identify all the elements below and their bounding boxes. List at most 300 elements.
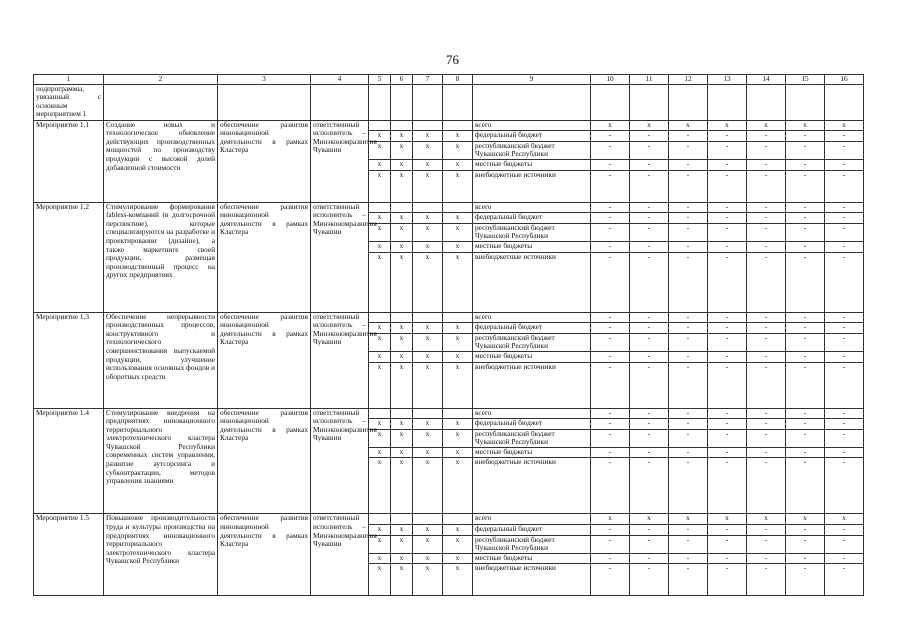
code-cell: x bbox=[369, 141, 391, 159]
year-value: - bbox=[708, 419, 747, 430]
year-value: - bbox=[786, 362, 825, 408]
year-value: - bbox=[669, 525, 708, 536]
code-cell: x bbox=[369, 351, 391, 362]
activity-responsible: ответственный исполнитель – Минэкономразвития Чувашии bbox=[311, 408, 369, 514]
year-value: - bbox=[591, 241, 630, 252]
year-value: - bbox=[630, 333, 669, 351]
year-value: - bbox=[747, 458, 786, 514]
code-cell: x bbox=[443, 458, 473, 514]
code-cell: x bbox=[413, 564, 443, 596]
code-cell: x bbox=[369, 458, 391, 514]
year-value: - bbox=[591, 312, 630, 323]
funding-source: федеральный бюджет bbox=[473, 323, 591, 334]
year-value: - bbox=[825, 362, 864, 408]
year-value: - bbox=[708, 131, 747, 142]
activity-description: Создание новых и технологическое обновление действующих производственных мощностей по производству продукции с высокой долей добавленной стоимости bbox=[104, 120, 218, 202]
page-number: 76 bbox=[446, 52, 459, 67]
year-value: - bbox=[591, 447, 630, 458]
year-value: - bbox=[591, 429, 630, 447]
code-cell: x bbox=[391, 170, 413, 202]
column-number: 7 bbox=[413, 75, 443, 85]
year-value: - bbox=[825, 564, 864, 596]
code-cell bbox=[443, 202, 473, 213]
code-cell: x bbox=[413, 241, 443, 252]
year-value: - bbox=[786, 447, 825, 458]
year-value: - bbox=[669, 447, 708, 458]
activity-label: Мероприятие 1.3 bbox=[34, 312, 104, 408]
code-cell: x bbox=[413, 141, 443, 159]
funding-source: всего bbox=[473, 120, 591, 131]
code-cell: x bbox=[443, 131, 473, 142]
year-value: - bbox=[630, 419, 669, 430]
year-value: - bbox=[747, 241, 786, 252]
year-value: - bbox=[786, 564, 825, 596]
code-cell: x bbox=[443, 351, 473, 362]
code-cell: x bbox=[391, 362, 413, 408]
code-cell: x bbox=[413, 419, 443, 430]
funding-source: республиканский бюджет Чувашской Республики bbox=[473, 223, 591, 241]
column-number: 5 bbox=[369, 75, 391, 85]
code-cell: x bbox=[443, 323, 473, 334]
code-cell: x bbox=[443, 223, 473, 241]
funding-source: республиканский бюджет Чувашской Республики bbox=[473, 429, 591, 447]
year-value: - bbox=[669, 223, 708, 241]
year-value: - bbox=[708, 241, 747, 252]
column-number: 4 bbox=[311, 75, 369, 85]
code-cell: x bbox=[369, 159, 391, 170]
code-cell: x bbox=[369, 213, 391, 224]
year-value: - bbox=[630, 223, 669, 241]
funding-row bbox=[34, 408, 864, 419]
column-number-row bbox=[34, 75, 864, 85]
year-value: - bbox=[591, 223, 630, 241]
column-number: 10 bbox=[591, 75, 630, 85]
year-value: - bbox=[825, 553, 864, 564]
activity-responsible: ответственный исполнитель – Минэкономразвития Чувашии bbox=[311, 514, 369, 596]
code-cell: x bbox=[413, 429, 443, 447]
year-value: - bbox=[786, 241, 825, 252]
year-value: - bbox=[747, 170, 786, 202]
year-value: x bbox=[708, 514, 747, 525]
column-number: 15 bbox=[786, 75, 825, 85]
funding-row bbox=[34, 312, 864, 323]
year-value: - bbox=[786, 525, 825, 536]
year-value: - bbox=[747, 553, 786, 564]
year-value: - bbox=[669, 408, 708, 419]
year-value: - bbox=[630, 170, 669, 202]
year-value: x bbox=[786, 120, 825, 131]
code-cell bbox=[391, 202, 413, 213]
column-number: 9 bbox=[473, 75, 591, 85]
year-value: - bbox=[669, 333, 708, 351]
year-value: x bbox=[630, 120, 669, 131]
year-value: - bbox=[669, 351, 708, 362]
code-cell bbox=[413, 120, 443, 131]
year-value: - bbox=[747, 408, 786, 419]
year-value: x bbox=[669, 120, 708, 131]
year-value: - bbox=[825, 141, 864, 159]
code-cell bbox=[391, 120, 413, 131]
code-cell: x bbox=[391, 141, 413, 159]
year-value: - bbox=[669, 131, 708, 142]
code-cell: x bbox=[443, 213, 473, 224]
column-number: 3 bbox=[218, 75, 311, 85]
year-value: - bbox=[825, 159, 864, 170]
year-value: - bbox=[669, 535, 708, 553]
year-value: - bbox=[825, 429, 864, 447]
code-cell bbox=[369, 408, 391, 419]
code-cell: x bbox=[443, 525, 473, 536]
year-value: - bbox=[708, 323, 747, 334]
year-value: - bbox=[591, 252, 630, 312]
funding-row bbox=[34, 514, 864, 525]
code-cell: x bbox=[369, 131, 391, 142]
year-value: - bbox=[786, 333, 825, 351]
year-value: - bbox=[747, 323, 786, 334]
activity-description: Стимулирование формирования fabless-компаний (в долгосрочной перспективе), которые специализируются на разработке и проектировании (дизайне), а также маркетинге своей продукции, размещая производственный процесс на других предприятиях bbox=[104, 202, 218, 312]
year-value: - bbox=[669, 429, 708, 447]
year-value: - bbox=[708, 429, 747, 447]
year-value: x bbox=[630, 514, 669, 525]
code-cell: x bbox=[369, 362, 391, 408]
year-value: - bbox=[747, 252, 786, 312]
column-number: 1 bbox=[34, 75, 104, 85]
column-number: 6 bbox=[391, 75, 413, 85]
code-cell bbox=[369, 312, 391, 323]
code-cell: x bbox=[391, 131, 413, 142]
year-value: - bbox=[591, 408, 630, 419]
year-value: - bbox=[786, 170, 825, 202]
year-value: - bbox=[825, 170, 864, 202]
year-value: x bbox=[747, 120, 786, 131]
code-cell: x bbox=[369, 252, 391, 312]
code-cell: x bbox=[391, 159, 413, 170]
year-value: x bbox=[747, 514, 786, 525]
code-cell: x bbox=[443, 333, 473, 351]
code-cell: x bbox=[391, 323, 413, 334]
column-number: 14 bbox=[747, 75, 786, 85]
year-value: - bbox=[708, 312, 747, 323]
year-value: - bbox=[630, 447, 669, 458]
funding-source: всего bbox=[473, 202, 591, 213]
year-value: - bbox=[591, 323, 630, 334]
year-value: - bbox=[591, 202, 630, 213]
funding-row bbox=[34, 202, 864, 213]
year-value: - bbox=[825, 213, 864, 224]
column-number: 12 bbox=[669, 75, 708, 85]
funding-source: всего bbox=[473, 312, 591, 323]
year-value: - bbox=[825, 535, 864, 553]
activity-responsible: ответственный исполнитель – Минэкономразвития Чувашии bbox=[311, 120, 369, 202]
year-value: - bbox=[708, 170, 747, 202]
year-value: - bbox=[747, 223, 786, 241]
year-value: - bbox=[786, 553, 825, 564]
funding-source: федеральный бюджет bbox=[473, 525, 591, 536]
year-value: - bbox=[786, 213, 825, 224]
code-cell: x bbox=[391, 564, 413, 596]
year-value: - bbox=[825, 351, 864, 362]
year-value: - bbox=[591, 362, 630, 408]
year-value: - bbox=[708, 553, 747, 564]
year-value: - bbox=[591, 419, 630, 430]
code-cell bbox=[369, 514, 391, 525]
year-value: - bbox=[669, 213, 708, 224]
code-cell bbox=[413, 312, 443, 323]
funding-source: внебюджетные источники bbox=[473, 564, 591, 596]
year-value: - bbox=[630, 429, 669, 447]
funding-source: внебюджетные источники bbox=[473, 458, 591, 514]
code-cell: x bbox=[369, 170, 391, 202]
year-value: - bbox=[747, 351, 786, 362]
year-value: - bbox=[708, 223, 747, 241]
program-table bbox=[33, 74, 864, 596]
activity-description: Повышение производительности труда и культуры производства на предприятиях инновационного территориального электротехнического кластера Чувашской Республики bbox=[104, 514, 218, 596]
year-value: - bbox=[747, 429, 786, 447]
code-cell: x bbox=[391, 458, 413, 514]
activity-goal: обеспечение развития инновационной деятельности в рамках Кластера bbox=[218, 514, 311, 596]
year-value: - bbox=[747, 333, 786, 351]
year-value: - bbox=[669, 553, 708, 564]
year-value: - bbox=[630, 141, 669, 159]
year-value: - bbox=[630, 241, 669, 252]
code-cell: x bbox=[413, 553, 443, 564]
year-value: - bbox=[825, 323, 864, 334]
activity-responsible: ответственный исполнитель – Минэкономразвития Чувашии bbox=[311, 202, 369, 312]
year-value: - bbox=[747, 312, 786, 323]
code-cell: x bbox=[369, 429, 391, 447]
year-value: - bbox=[669, 241, 708, 252]
year-value: - bbox=[786, 419, 825, 430]
preface-row bbox=[34, 84, 864, 120]
funding-source: внебюджетные источники bbox=[473, 170, 591, 202]
year-value: - bbox=[591, 170, 630, 202]
year-value: - bbox=[630, 312, 669, 323]
code-cell: x bbox=[391, 333, 413, 351]
year-value: - bbox=[825, 419, 864, 430]
code-cell bbox=[391, 312, 413, 323]
year-value: - bbox=[591, 159, 630, 170]
year-value: - bbox=[708, 447, 747, 458]
year-value: - bbox=[786, 408, 825, 419]
code-cell: x bbox=[413, 252, 443, 312]
code-cell: x bbox=[413, 131, 443, 142]
year-value: - bbox=[825, 223, 864, 241]
year-value: - bbox=[630, 362, 669, 408]
code-cell bbox=[443, 120, 473, 131]
code-cell: x bbox=[443, 447, 473, 458]
funding-source: местные бюджеты bbox=[473, 241, 591, 252]
code-cell bbox=[443, 514, 473, 525]
year-value: - bbox=[669, 419, 708, 430]
funding-source: федеральный бюджет bbox=[473, 213, 591, 224]
year-value: - bbox=[708, 213, 747, 224]
year-value: - bbox=[630, 131, 669, 142]
year-value: - bbox=[630, 202, 669, 213]
year-value: - bbox=[747, 141, 786, 159]
year-value: - bbox=[708, 141, 747, 159]
code-cell: x bbox=[391, 525, 413, 536]
code-cell: x bbox=[391, 419, 413, 430]
year-value: - bbox=[630, 458, 669, 514]
year-value: - bbox=[591, 213, 630, 224]
year-value: - bbox=[708, 362, 747, 408]
year-value: - bbox=[591, 141, 630, 159]
year-value: - bbox=[747, 202, 786, 213]
code-cell: x bbox=[413, 170, 443, 202]
code-cell: x bbox=[369, 333, 391, 351]
code-cell: x bbox=[391, 241, 413, 252]
activity-label: Мероприятие 1.5 bbox=[34, 514, 104, 596]
year-value: - bbox=[591, 525, 630, 536]
code-cell: x bbox=[391, 447, 413, 458]
code-cell: x bbox=[413, 159, 443, 170]
year-value: - bbox=[786, 159, 825, 170]
activity-goal: обеспечение развития инновационной деятельности в рамках Кластера bbox=[218, 120, 311, 202]
year-value: - bbox=[825, 252, 864, 312]
year-value: - bbox=[591, 351, 630, 362]
activity-description: Стимулирование внедрения на предприятиях инновационного территориального электротехнического кластера Чувашской Республики современных систем управления, развитие аутсорсинга и субконтрактации, методов управления знаниями bbox=[104, 408, 218, 514]
year-value: - bbox=[786, 252, 825, 312]
year-value: - bbox=[786, 223, 825, 241]
activity-label: Мероприятие 1.1 bbox=[34, 120, 104, 202]
year-value: x bbox=[825, 120, 864, 131]
code-cell: x bbox=[369, 241, 391, 252]
code-cell: x bbox=[413, 447, 443, 458]
funding-source: местные бюджеты bbox=[473, 351, 591, 362]
code-cell bbox=[413, 514, 443, 525]
activity-responsible: ответственный исполнитель – Минэкономразвития Чувашии bbox=[311, 312, 369, 408]
year-value: - bbox=[669, 312, 708, 323]
funding-source: местные бюджеты bbox=[473, 159, 591, 170]
code-cell: x bbox=[443, 141, 473, 159]
code-cell: x bbox=[443, 419, 473, 430]
year-value: - bbox=[669, 252, 708, 312]
code-cell bbox=[391, 408, 413, 419]
code-cell: x bbox=[443, 362, 473, 408]
year-value: - bbox=[669, 202, 708, 213]
year-value: - bbox=[747, 131, 786, 142]
funding-source: местные бюджеты bbox=[473, 553, 591, 564]
funding-source: федеральный бюджет bbox=[473, 131, 591, 142]
code-cell: x bbox=[443, 241, 473, 252]
year-value: - bbox=[669, 170, 708, 202]
year-value: - bbox=[747, 564, 786, 596]
year-value: - bbox=[786, 351, 825, 362]
year-value: - bbox=[825, 333, 864, 351]
year-value: - bbox=[708, 408, 747, 419]
year-value: - bbox=[747, 362, 786, 408]
code-cell: x bbox=[413, 525, 443, 536]
year-value: - bbox=[786, 312, 825, 323]
code-cell: x bbox=[413, 362, 443, 408]
code-cell: x bbox=[391, 535, 413, 553]
funding-source: внебюджетные источники bbox=[473, 252, 591, 312]
year-value: - bbox=[591, 564, 630, 596]
year-value: x bbox=[825, 514, 864, 525]
year-value: - bbox=[708, 525, 747, 536]
code-cell: x bbox=[391, 252, 413, 312]
code-cell: x bbox=[391, 213, 413, 224]
year-value: - bbox=[630, 351, 669, 362]
code-cell: x bbox=[391, 429, 413, 447]
code-cell: x bbox=[413, 213, 443, 224]
code-cell: x bbox=[413, 323, 443, 334]
code-cell: x bbox=[413, 535, 443, 553]
funding-source: республиканский бюджет Чувашской Республики bbox=[473, 535, 591, 553]
year-value: - bbox=[708, 202, 747, 213]
year-value: - bbox=[708, 458, 747, 514]
code-cell: x bbox=[391, 351, 413, 362]
year-value: - bbox=[747, 159, 786, 170]
code-cell: x bbox=[369, 564, 391, 596]
column-number: 11 bbox=[630, 75, 669, 85]
code-cell: x bbox=[369, 525, 391, 536]
year-value: - bbox=[825, 131, 864, 142]
year-value: - bbox=[669, 141, 708, 159]
year-value: - bbox=[591, 553, 630, 564]
code-cell bbox=[443, 312, 473, 323]
code-cell: x bbox=[443, 564, 473, 596]
year-value: - bbox=[825, 312, 864, 323]
code-cell bbox=[369, 202, 391, 213]
code-cell: x bbox=[443, 553, 473, 564]
year-value: x bbox=[708, 120, 747, 131]
funding-source: всего bbox=[473, 514, 591, 525]
column-number: 16 bbox=[825, 75, 864, 85]
year-value: - bbox=[786, 535, 825, 553]
year-value: - bbox=[786, 323, 825, 334]
code-cell: x bbox=[443, 159, 473, 170]
year-value: - bbox=[708, 333, 747, 351]
code-cell: x bbox=[443, 252, 473, 312]
year-value: - bbox=[669, 458, 708, 514]
year-value: - bbox=[708, 159, 747, 170]
year-value: - bbox=[747, 535, 786, 553]
code-cell: x bbox=[443, 429, 473, 447]
code-cell: x bbox=[369, 535, 391, 553]
year-value: - bbox=[591, 333, 630, 351]
year-value: - bbox=[786, 429, 825, 447]
year-value: - bbox=[786, 141, 825, 159]
year-value: - bbox=[786, 458, 825, 514]
year-value: x bbox=[669, 514, 708, 525]
code-cell: x bbox=[369, 553, 391, 564]
code-cell bbox=[413, 408, 443, 419]
code-cell bbox=[413, 202, 443, 213]
funding-source: внебюджетные источники bbox=[473, 362, 591, 408]
funding-source: республиканский бюджет Чувашской Республики bbox=[473, 333, 591, 351]
year-value: - bbox=[591, 458, 630, 514]
funding-source: местные бюджеты bbox=[473, 447, 591, 458]
code-cell: x bbox=[413, 458, 443, 514]
code-cell: x bbox=[443, 170, 473, 202]
year-value: x bbox=[591, 120, 630, 131]
preface-cell: подпрограммы, увязанный с основным мероприятием 1 bbox=[34, 84, 104, 120]
year-value: - bbox=[825, 202, 864, 213]
year-value: - bbox=[825, 408, 864, 419]
code-cell: x bbox=[369, 447, 391, 458]
year-value: - bbox=[825, 241, 864, 252]
year-value: - bbox=[708, 535, 747, 553]
code-cell: x bbox=[369, 419, 391, 430]
year-value: - bbox=[786, 131, 825, 142]
code-cell: x bbox=[369, 223, 391, 241]
year-value: - bbox=[669, 323, 708, 334]
year-value: - bbox=[630, 213, 669, 224]
code-cell bbox=[391, 514, 413, 525]
funding-source: федеральный бюджет bbox=[473, 419, 591, 430]
year-value: - bbox=[669, 159, 708, 170]
